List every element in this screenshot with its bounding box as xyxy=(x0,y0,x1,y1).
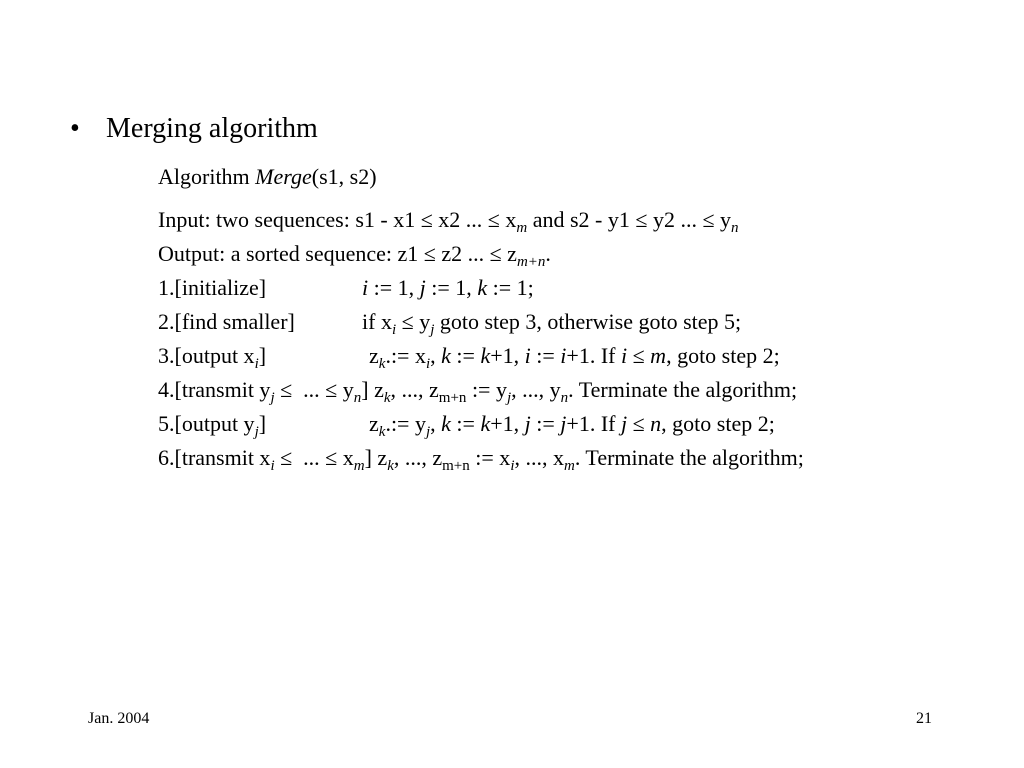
step-2-t1: if x xyxy=(362,309,392,334)
input-sub-b: n xyxy=(731,220,739,236)
step-4-t2: ≤ ... ≤ y xyxy=(274,377,354,402)
step-3-t9: , goto step 2; xyxy=(666,343,780,368)
step-1 xyxy=(158,271,804,305)
step-5-t3: , xyxy=(430,411,442,436)
step-3-label-sub: i xyxy=(254,356,259,372)
page-number: 21 xyxy=(916,710,932,727)
step-2-s2: j xyxy=(430,322,435,338)
output-line xyxy=(158,237,804,271)
step-5-label xyxy=(158,407,369,441)
step-4-s4: m+n xyxy=(438,390,467,406)
step-4-t1: 4.[transmit y xyxy=(158,377,271,402)
step-3-label xyxy=(158,339,369,373)
step-6-t1: 6.[transmit x xyxy=(158,445,271,470)
step-3-k1: k xyxy=(441,343,451,368)
step-6-s2: m xyxy=(353,458,365,474)
step-3-label-b: ] xyxy=(258,343,267,368)
step-5-n: n xyxy=(650,411,662,436)
step-3-t4: := xyxy=(450,343,481,368)
step-3-m: m xyxy=(650,343,667,368)
algorithm-title xyxy=(158,163,377,191)
step-6-s6: m xyxy=(563,458,575,474)
output-text-a: Output: a sorted sequence: z1 ≤ z2 ... ≤ z xyxy=(158,241,517,266)
bullet-icon: • xyxy=(70,113,80,144)
step-1-t2: := 1, xyxy=(425,275,478,300)
step-5-j2: j xyxy=(560,411,567,436)
bullet-heading xyxy=(70,112,318,146)
step-3-t5: +1, xyxy=(490,343,525,368)
step-5-j1: j xyxy=(524,411,531,436)
step-4-s6: n xyxy=(560,390,569,406)
step-4-t4: , ..., z xyxy=(390,377,439,402)
step-2 xyxy=(158,305,804,339)
step-4 xyxy=(158,373,804,407)
step-3-t6: := xyxy=(530,343,561,368)
step-6 xyxy=(158,441,804,475)
step-6-t5: := x xyxy=(469,445,511,470)
step-5-label-b: ] xyxy=(258,411,267,436)
step-3 xyxy=(158,339,804,373)
step-1-var-j: j xyxy=(419,275,426,300)
step-3-t7: +1. If xyxy=(566,343,621,368)
step-6-t7: . Terminate the algorithm; xyxy=(574,445,804,470)
step-5-t2: .:= y xyxy=(385,411,426,436)
footer-date: Jan. 2004 xyxy=(88,710,150,727)
step-5-label-a: 5.[output y xyxy=(158,411,255,436)
step-3-i3: i xyxy=(620,343,628,368)
step-3-t2: .:= x xyxy=(385,343,426,368)
step-5-t5: +1, xyxy=(490,411,525,436)
algorithm-args: (s1, s2) xyxy=(311,164,377,189)
step-2-s1: i xyxy=(391,322,397,338)
step-1-t3: := 1; xyxy=(487,275,534,300)
algorithm-prefix: Algorithm xyxy=(158,164,256,189)
step-3-s2: i xyxy=(425,356,431,372)
step-3-s1: k xyxy=(378,356,386,372)
step-1-label: 1.[initialize] xyxy=(158,275,267,300)
step-5-t9: , goto step 2; xyxy=(661,411,775,436)
step-2-t2: ≤ y xyxy=(396,309,431,334)
step-5-t4: := xyxy=(450,411,481,436)
step-6-s5: i xyxy=(510,458,515,474)
step-5-label-sub: j xyxy=(254,424,259,440)
step-4-s2: n xyxy=(353,390,362,406)
heading-text: Merging algorithm xyxy=(106,113,318,144)
step-2-t3: goto step 3, otherwise goto step 5; xyxy=(434,309,742,334)
step-4-s5: j xyxy=(506,390,512,406)
step-6-t6: , ..., x xyxy=(514,445,564,470)
step-3-i1: i xyxy=(524,343,531,368)
input-line xyxy=(158,203,804,237)
algorithm-body xyxy=(158,203,804,475)
step-4-t6: , ..., y xyxy=(511,377,561,402)
step-2-label: 2.[find smaller] xyxy=(158,309,295,334)
step-1-var-k: k xyxy=(477,275,488,300)
step-4-s3: k xyxy=(383,390,391,406)
step-4-s1: j xyxy=(270,390,275,406)
output-sub-a: m+n xyxy=(516,254,546,270)
step-1-t1: := 1, xyxy=(368,275,420,300)
step-6-t4: , ..., z xyxy=(393,445,443,470)
step-4-t5: := y xyxy=(466,377,507,402)
step-3-t8: ≤ xyxy=(627,343,651,368)
step-3-label-a: 3.[output x xyxy=(158,343,255,368)
step-6-s3: k xyxy=(387,458,394,474)
step-3-i2: i xyxy=(560,343,567,368)
algorithm-name: Merge xyxy=(255,164,312,189)
step-5-t1: z xyxy=(369,411,379,436)
input-text-a: Input: two sequences: s1 - x1 ≤ x2 ... ≤ x xyxy=(158,207,517,232)
step-5-k1: k xyxy=(441,411,451,436)
step-5-s2: j xyxy=(425,424,431,440)
step-5-t8: ≤ xyxy=(627,411,651,436)
step-1-var-i: i xyxy=(362,275,369,300)
step-5-j3: j xyxy=(620,411,628,436)
input-sub-a: m xyxy=(516,220,528,236)
output-text-b: . xyxy=(545,241,551,266)
step-6-s4: m+n xyxy=(442,458,470,474)
step-3-t3: , xyxy=(430,343,442,368)
input-text-b: and s2 - y1 ≤ y2 ... ≤ y xyxy=(527,207,732,232)
step-5 xyxy=(158,407,804,441)
step-3-t1: z xyxy=(369,343,379,368)
step-6-t2: ≤ ... ≤ x xyxy=(274,445,354,470)
step-4-t7: . Terminate the algorithm; xyxy=(568,377,798,402)
step-6-t3: ] z xyxy=(364,445,388,470)
step-3-k2: k xyxy=(480,343,491,368)
step-4-t3: ] z xyxy=(361,377,384,402)
step-5-k2: k xyxy=(480,411,491,436)
step-5-t7: +1. If xyxy=(566,411,621,436)
step-5-s1: k xyxy=(378,424,386,440)
step-6-s1: i xyxy=(270,458,275,474)
step-5-t6: := xyxy=(530,411,561,436)
